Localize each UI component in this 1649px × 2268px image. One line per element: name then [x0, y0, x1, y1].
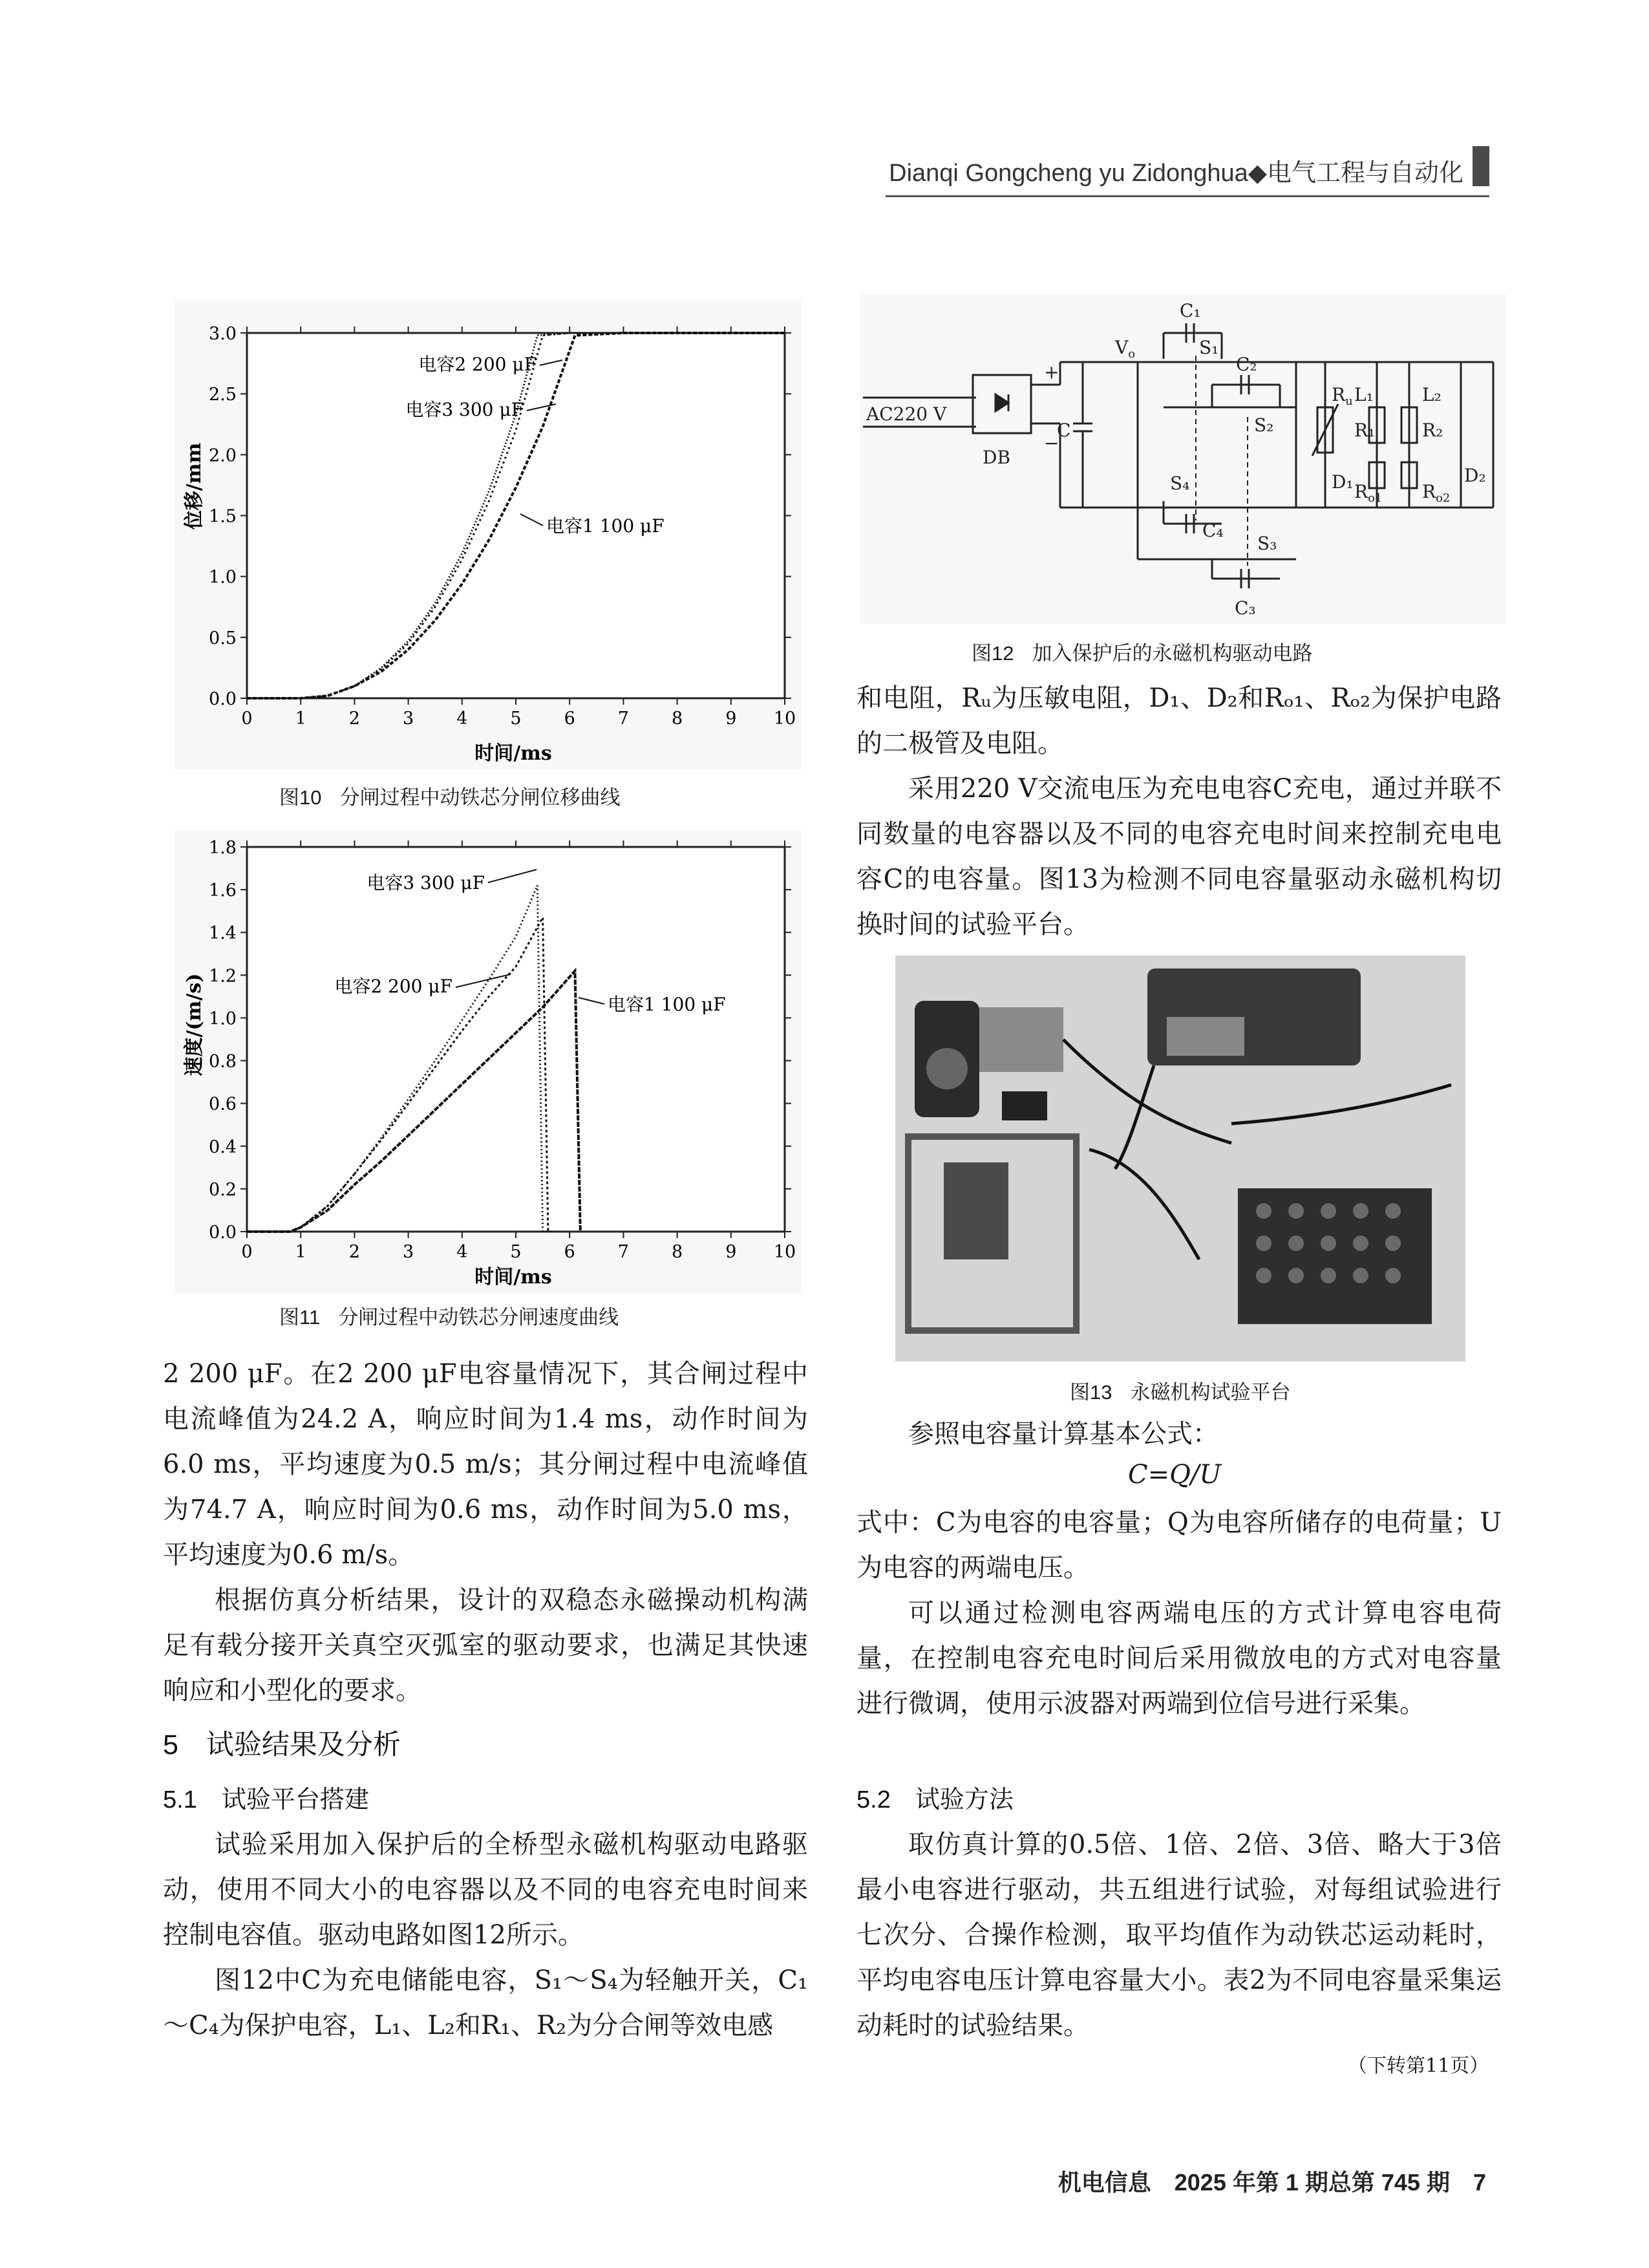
- x-tick-label: 10: [773, 709, 796, 729]
- y-tick-label: 0.0: [209, 689, 237, 709]
- continued-note: （下转第11页）: [1348, 2055, 1489, 2077]
- capacitance-formula: C=Q/U: [1128, 1460, 1222, 1490]
- running-header: [886, 146, 1489, 191]
- x-tick-label: 2: [348, 1242, 360, 1262]
- diamond-icon: ◆: [1248, 160, 1267, 187]
- x-tick-label: 10: [773, 1242, 796, 1262]
- ac-input-label: AC220 V: [866, 403, 947, 425]
- series-label: 电容1 100 μF: [546, 515, 665, 537]
- plot-frame: [247, 847, 785, 1232]
- vo-text: V: [1115, 337, 1129, 358]
- x-tick-label: 6: [564, 709, 575, 729]
- figure-13-caption: [1070, 1376, 1290, 1405]
- minus-label: −: [1044, 433, 1059, 454]
- caption-text: 分闸过程中动铁芯分闸位移曲线: [339, 786, 621, 809]
- ro1-text: R: [1354, 481, 1368, 502]
- d1-label: D₁: [1332, 471, 1354, 493]
- c1-label: C₁: [1180, 300, 1201, 321]
- right-para-3: [856, 1411, 1502, 1457]
- r2-label: R₂: [1422, 420, 1443, 441]
- x-tick-label: 2: [348, 709, 360, 729]
- subsection-5-1-heading: 5.1 试验平台搭建: [163, 1786, 369, 1813]
- plot-frame: [247, 333, 785, 698]
- x-tick-label: 9: [725, 709, 737, 729]
- paragraph: 参照电容量计算基本公式：: [908, 1419, 1218, 1449]
- c3-label: C₃: [1235, 597, 1256, 619]
- right-para-4: [856, 1500, 1502, 1590]
- caption-text: 永磁机构试验平台: [1130, 1381, 1291, 1404]
- c-label: C: [1057, 420, 1071, 441]
- paragraph: 和电阻，Rᵤ为压敏电阻，D₁、D₂和Rₒ₁、Rₒ₂为保护电路的二极管及电阻。: [856, 683, 1502, 758]
- figure-10-caption: [279, 781, 620, 810]
- y-tick-label: 0.5: [209, 628, 237, 648]
- s2-label: S₂: [1254, 414, 1274, 436]
- series-label: 电容2 200 μF: [418, 354, 537, 375]
- ru-subscript: u: [1345, 394, 1353, 408]
- page-number: 7: [1473, 2169, 1486, 2196]
- caption-number: 图13: [1070, 1381, 1112, 1404]
- right-para-1: [856, 676, 1502, 766]
- caption-text: 加入保护后的永磁机构驱动电路: [1032, 642, 1313, 665]
- y-tick-label: 1.8: [209, 838, 237, 858]
- paragraph: 根据仿真分析结果，设计的双稳态永磁操动机构满足有载分接开关真空灭弧室的驱动要求，也满足其快速响应和小型化的要求。: [163, 1585, 808, 1706]
- y-tick-label: 1.5: [209, 506, 237, 527]
- journal-name-cn: 电气工程与自动化: [1266, 160, 1463, 187]
- s4-label: S₄: [1170, 473, 1190, 494]
- r1-label: R₁: [1354, 420, 1376, 441]
- l1-label: L₁: [1354, 384, 1374, 405]
- paragraph: 采用220 V交流电压为充电电容C充电，通过并联不同数量的电容器以及不同的电容充电时间来控制充电电容C的电容量。图13为检测不同电容量驱动永磁机构切换时间的试验平台。: [856, 774, 1502, 939]
- x-tick-label: 0: [241, 709, 253, 729]
- footer-journal: 机电信息: [1058, 2169, 1151, 2196]
- paragraph: 可以通过检测电容两端电压的方式计算电容电荷量，在控制电容充电时间后采用微放电的方式对电容量进行微调，使用示波器对两端到位信号进行采集。: [856, 1598, 1502, 1718]
- y-tick-label: 2.5: [209, 385, 237, 405]
- x-tick-label: 1: [295, 1242, 306, 1262]
- x-tick-label: 7: [617, 709, 629, 729]
- y-tick-label: 2.0: [209, 445, 237, 466]
- x-axis-label: 时间/ms: [474, 742, 552, 765]
- figure-11-velocity-chart: [175, 831, 802, 1293]
- left-para-4: [163, 1958, 808, 2048]
- series-label: 电容3 300 μF: [367, 872, 485, 893]
- x-tick-label: 5: [510, 709, 522, 729]
- y-tick-label: 0.8: [209, 1051, 237, 1072]
- x-tick-label: 8: [672, 709, 683, 729]
- x-tick-label: 9: [725, 1242, 737, 1262]
- y-tick-label: 1.4: [209, 923, 237, 944]
- x-tick-label: 3: [403, 709, 414, 729]
- x-tick-label: 3: [403, 1242, 414, 1262]
- caption-number: 图11: [279, 1306, 321, 1329]
- right-para-6: [856, 1822, 1502, 2048]
- s1-label: S₁: [1199, 337, 1219, 358]
- right-para-2: [856, 766, 1502, 947]
- x-tick-label: 4: [456, 709, 468, 729]
- figure-11-caption: [279, 1301, 619, 1330]
- test-platform-photo: [895, 956, 1465, 1362]
- paragraph: 式中：C为电容的电容量；Q为电容所储存的电荷量；U为电容的两端电压。: [856, 1508, 1502, 1583]
- caption-number: 图12: [972, 642, 1014, 665]
- caption-number: 图10: [279, 786, 322, 809]
- plus-label: +: [1044, 361, 1059, 383]
- x-axis-label: 时间/ms: [474, 1266, 552, 1289]
- c2-label: C₂: [1236, 354, 1257, 375]
- page-footer: [1058, 2165, 1486, 2198]
- y-tick-label: 1.6: [209, 881, 237, 901]
- series-label: 电容2 200 μF: [334, 976, 452, 997]
- x-tick-label: 7: [617, 1242, 629, 1262]
- y-tick-label: 0.2: [209, 1179, 237, 1200]
- y-axis-label: 速度/(m/s): [183, 973, 206, 1076]
- paragraph: 2 200 μF。在2 200 μF电容量情况下，其合闸过程中电流峰值为24.2 A，响应时间为1.4 ms，动作时间为6.0 ms，平均速度为0.5 m/s；其分闸过程中电流峰值为74.7 A，响应时间为0.6 ms，动作时间为5.0 ms，平均速度为0.6 m/s。: [163, 1359, 808, 1570]
- journal-pinyin: Dianqi Gongcheng yu Zidonghua: [889, 160, 1248, 187]
- journal-header-text: [889, 153, 1463, 188]
- x-tick-label: 0: [241, 1242, 253, 1262]
- ru-text: R: [1332, 384, 1346, 405]
- paragraph: 试验采用加入保护后的全桥型永磁机构驱动电路驱动，使用不同大小的电容器以及不同的电容充电时间来控制电容值。驱动电路如图12所示。: [163, 1830, 808, 1950]
- header-rule: [886, 195, 1489, 197]
- left-para-2: [163, 1578, 808, 1713]
- s3-label: S₃: [1257, 533, 1277, 554]
- ro1-subscript: o1: [1368, 491, 1383, 505]
- d2-label: D₂: [1464, 465, 1486, 486]
- ro2-text: R: [1422, 481, 1436, 502]
- figure-12-circuit-diagram: [860, 294, 1506, 624]
- y-tick-label: 0.6: [209, 1094, 237, 1115]
- y-tick-label: 1.0: [209, 1009, 237, 1029]
- ro2-subscript: o2: [1436, 491, 1451, 505]
- y-tick-label: 1.2: [209, 966, 237, 987]
- series-label: 电容3 300 μF: [405, 399, 524, 420]
- y-tick-label: 0.0: [209, 1223, 237, 1243]
- paragraph: 图12中C为充电储能电容，S₁～S₄为轻触开关，C₁～C₄为保护电容，L₁、L₂和R₁、R₂为分合闸等效电感: [163, 1965, 808, 2040]
- paragraph: 取仿真计算的0.5倍、1倍、2倍、3倍、略大于3倍最小电容进行驱动，共五组进行试验，对每组试验进行七次分、合操作检测，取平均值作为动铁芯运动耗时，平均电容电压计算电容量大小。表2为不同电容量采集运动耗时的试验结果。: [856, 1830, 1502, 2040]
- section-5-heading: 5 试验结果及分析: [163, 1729, 401, 1760]
- x-tick-label: 5: [510, 1242, 522, 1262]
- x-tick-label: 1: [295, 709, 306, 729]
- footer-issue: 2025 年第 1 期总第 745 期: [1174, 2169, 1450, 2196]
- header-bar: [1473, 146, 1489, 186]
- figure-13-photo: [895, 956, 1465, 1362]
- caption-text: 分闸过程中动铁芯分闸速度曲线: [338, 1306, 619, 1329]
- y-axis-label: 位移/mm: [183, 442, 206, 530]
- vo-subscript: o: [1128, 347, 1136, 361]
- x-tick-label: 6: [564, 1242, 575, 1262]
- subsection-5-2-heading: 5.2 试验方法: [856, 1786, 1014, 1813]
- x-tick-label: 8: [672, 1242, 683, 1262]
- y-tick-label: 3.0: [209, 324, 237, 344]
- x-tick-label: 4: [456, 1242, 468, 1262]
- series-label: 电容1 100 μF: [608, 994, 726, 1015]
- c4-label: C₄: [1202, 520, 1224, 541]
- db-label: DB: [983, 447, 1011, 468]
- y-tick-label: 0.4: [209, 1137, 237, 1157]
- y-tick-label: 1.0: [209, 567, 237, 588]
- right-para-5: [856, 1590, 1502, 1726]
- figure-10-displacement-chart: [175, 301, 802, 769]
- figure-12-caption: [972, 637, 1312, 666]
- left-para-3: [163, 1822, 808, 1958]
- l2-label: L₂: [1422, 384, 1442, 405]
- left-para-1: [163, 1351, 808, 1578]
